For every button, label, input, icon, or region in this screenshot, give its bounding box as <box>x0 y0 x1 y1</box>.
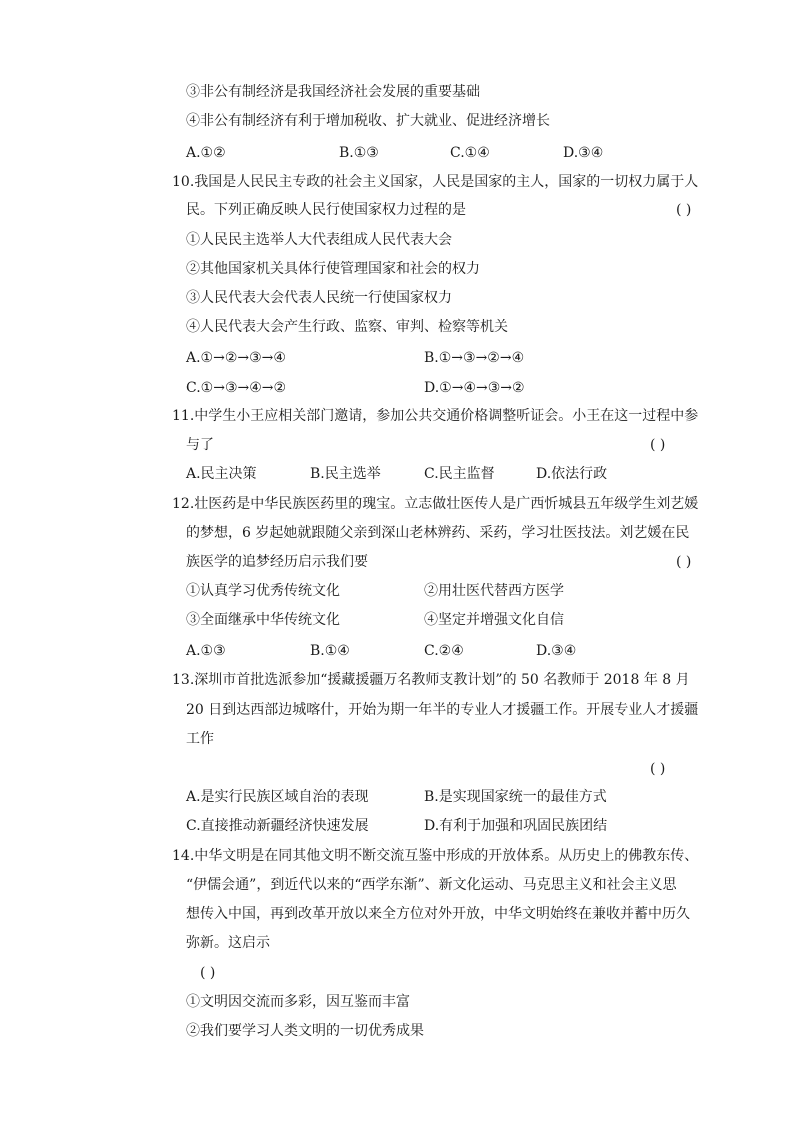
q14-item-1: ①文明因交流而多彩，因互鉴而丰富 <box>186 994 410 1010</box>
q12-item-4: ④坚定并增强文化自信 <box>424 612 564 628</box>
q11-stem-line-1: 11.中学生小王应相关部门邀请，参加公共交通价格调整听证会。小王在这一过程中参 <box>172 408 699 424</box>
q13-option-c: C.直接推动新疆经济快速发展 <box>186 818 369 834</box>
q10-item-2: ②其他国家机关具体行使管理国家和社会的权力 <box>186 261 480 277</box>
q11-option-b: B.民主选举 <box>310 466 381 482</box>
q10-option-b: B.①→③→②→④ <box>424 350 525 366</box>
q13-stem-line-3: 工作 <box>186 731 214 747</box>
q10-stem-line-1: 10.我国是人民民主专政的社会主义国家，人民是国家的主人，国家的一切权力属于人 <box>172 174 699 190</box>
q12-option-b: B.①④ <box>310 643 350 659</box>
q12-item-1: ①认真学习优秀传统文化 <box>186 583 340 599</box>
q14-answer-paren: ( ) <box>200 965 216 981</box>
q9-option-c: C.①④ <box>450 145 490 161</box>
q14-stem-line-4: 弥新。这启示 <box>186 935 270 951</box>
q11-option-a: A.民主决策 <box>186 466 257 482</box>
q12-item-2: ②用壮医代替西方医学 <box>424 583 564 599</box>
q9-option-b: B.①③ <box>339 145 379 161</box>
q10-item-4: ④人民代表大会产生行政、监察、审判、检察等机关 <box>186 319 508 335</box>
q14-item-2: ②我们要学习人类文明的一切优秀成果 <box>186 1023 424 1039</box>
q12-stem-line-1: 12.壮医药是中华民族医药里的瑰宝。立志做壮医传人是广西忻城县五年级学生刘艺媛 <box>172 496 699 512</box>
q11-option-c: C.民主监督 <box>424 466 495 482</box>
q11-option-d: D.依法行政 <box>536 466 608 482</box>
q10-option-d: D.①→④→③→② <box>424 380 525 396</box>
q9-item-3: ③非公有制经济是我国经济社会发展的重要基础 <box>186 84 480 100</box>
q9-option-a: A.①② <box>186 145 226 161</box>
q13-option-b: B.是实现国家统一的最佳方式 <box>424 789 607 805</box>
q10-item-1: ①人民民主选举人大代表组成人民代表大会 <box>186 232 452 248</box>
q12-stem-line-3: 族医学的追梦经历启示我们要 <box>186 554 368 570</box>
q13-option-a: A.是实行民族区域自治的表现 <box>186 789 369 805</box>
q10-stem-line-2: 民。下列正确反映人民行使国家权力过程的是 <box>186 202 466 218</box>
q10-option-c: C.①→③→④→② <box>186 380 287 396</box>
q12-stem-line-2: 的梦想，6 岁起她就跟随父亲到深山老林辨药、采药，学习壮医技法。刘艺媛在民 <box>186 525 690 541</box>
q12-option-a: A.①③ <box>186 643 226 659</box>
q14-stem-line-3: 想传入中国，再到改革开放以来全方位对外开放，中华文明始终在兼收并蓄中历久 <box>186 906 690 922</box>
q11-answer-paren: ( ) <box>650 437 666 453</box>
q12-item-3: ③全面继承中华传统文化 <box>186 612 340 628</box>
q13-answer-paren: ( ) <box>650 761 666 777</box>
q10-item-3: ③人民代表大会代表人民统一行使国家权力 <box>186 290 452 306</box>
q9-item-4: ④非公有制经济有利于增加税收、扩大就业、促进经济增长 <box>186 113 550 129</box>
q9-option-d: D.③④ <box>563 145 604 161</box>
q10-answer-paren: ( ) <box>676 202 692 218</box>
q14-stem-line-1: 14.中华文明是在同其他文明不断交流互鉴中形成的开放体系。从历史上的佛教东传、 <box>172 848 699 864</box>
q14-stem-line-2: “伊儒会通”，到近代以来的“西学东渐”、新文化运动、马克思主义和社会主义思 <box>186 877 677 893</box>
q13-stem-line-2: 20 日到达西部边城喀什，开始为期一年半的专业人才援疆工作。开展专业人才援疆 <box>186 702 699 718</box>
q12-option-d: D.③④ <box>536 643 577 659</box>
q13-option-d: D.有利于加强和巩固民族团结 <box>424 818 608 834</box>
q12-option-c: C.②④ <box>424 643 464 659</box>
q10-option-a: A.①→②→③→④ <box>186 350 286 366</box>
q12-answer-paren: ( ) <box>676 554 692 570</box>
q13-stem-line-1: 13.深圳市首批选派参加“援藏援疆万名教师支教计划”的 50 名教师于 2018 年 8 月 <box>172 672 690 688</box>
q11-stem-line-2: 与了 <box>186 437 214 453</box>
